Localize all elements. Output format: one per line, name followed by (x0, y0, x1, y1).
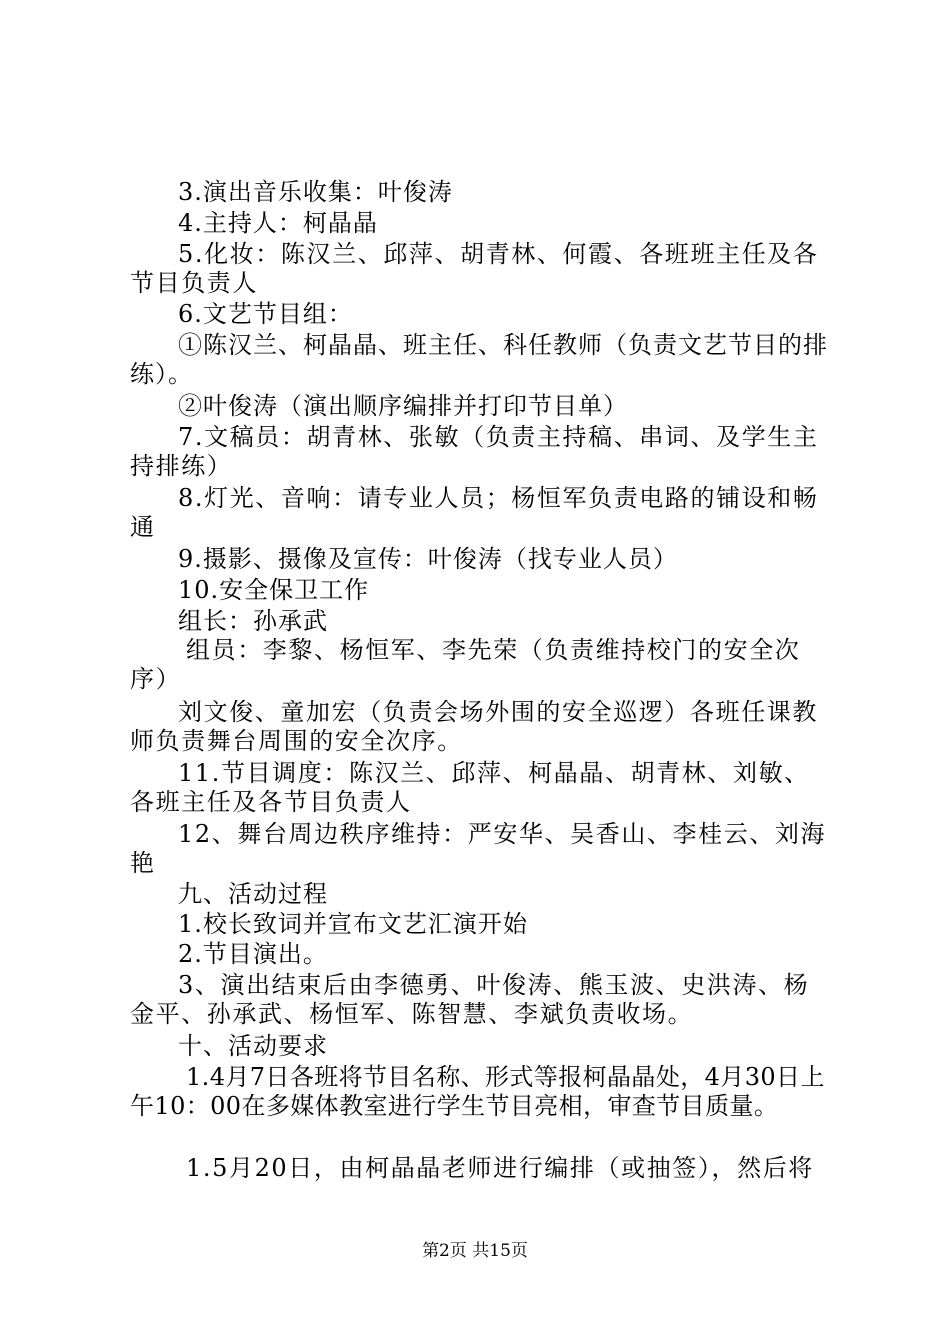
paragraph: 8.灯光、音响：请专业人员；杨恒军负责电路的铺设和畅通 (130, 484, 819, 541)
paragraph: 1.4月7日各班将节目名称、形式等报柯晶晶处，4月30日上午10：00在多媒体教室进行学生节目亮相，审查节目质量。 (130, 1063, 825, 1120)
paragraph: 11.节目调度：陈汉兰、邱萍、柯晶晶、胡青林、刘敏、各班主任及各节目负责人 (130, 759, 810, 816)
paragraph: 3.演出音乐收集：叶俊涛 (178, 178, 453, 206)
paragraph: 1.校长致词并宣布文艺汇演开始 (178, 910, 528, 938)
paragraph: 7.文稿员：胡青林、张敏（负责主持稿、串词、及学生主持排练） (130, 423, 819, 480)
paragraph: 5.化妆：陈汉兰、邱萍、胡青林、何霞、各班班主任及各节目负责人 (130, 240, 819, 297)
paragraph: 1.5月20日，由柯晶晶老师进行编排（或抽签），然后将 (186, 1154, 814, 1182)
section-heading: 九、活动过程 (178, 880, 328, 908)
paragraph: 组员：李黎、杨恒军、李先荣（负责维持校门的安全次序） (130, 636, 801, 693)
section-heading: 十、活动要求 (178, 1032, 328, 1060)
paragraph: 12、舞台周边秩序维持：严安华、吴香山、李桂云、刘海艳 (130, 820, 827, 877)
paragraph: 4.主持人：柯晶晶 (178, 209, 378, 237)
paragraph: 刘文俊、童加宏（负责会场外围的安全巡逻）各班任课教师负责舞台周围的安全次序。 (130, 698, 818, 755)
paragraph: 6.文艺节目组： (178, 300, 353, 328)
paragraph: 2.节目演出。 (178, 940, 328, 968)
paragraph: ②叶俊涛（演出顺序编排并打印节目单） (178, 392, 628, 420)
page-footer: 第2页 共15页 (422, 1241, 528, 1261)
paragraph: 10.安全保卫工作 (178, 576, 370, 604)
paragraph: ①陈汉兰、柯晶晶、班主任、科任教师（负责文艺节目的排练）。 (130, 331, 828, 388)
paragraph: 组长：孙承武 (178, 607, 328, 635)
paragraph: 9.摄影、摄像及宣传：叶俊涛（找专业人员） (178, 545, 678, 573)
paragraph: 3、演出结束后由李德勇、叶俊涛、熊玉波、史洪涛、杨金平、孙承武、杨恒军、陈智慧、李斌负责收场。 (130, 971, 810, 1028)
